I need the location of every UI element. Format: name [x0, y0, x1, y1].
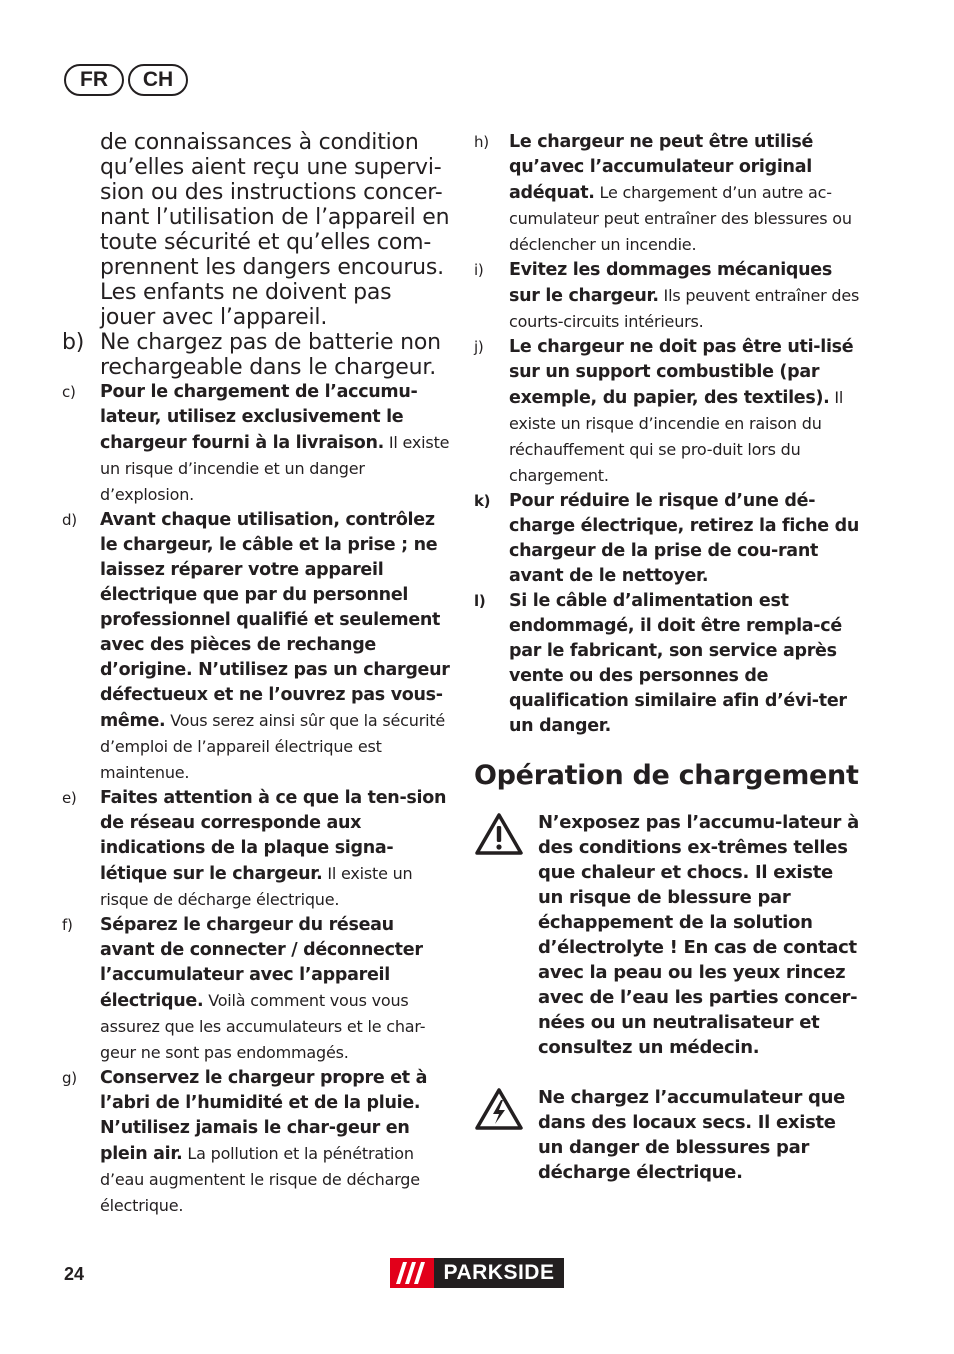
brand-name: PARKSIDE	[434, 1258, 564, 1288]
item-label: d)	[62, 511, 77, 529]
item-bold-text: Evitez les dommages mécaniques sur le chargeur.	[509, 260, 832, 306]
item-normal-text: Il existe un risque d’incendie en raison du réchauffement qui se pro-duit lors du chargement.	[509, 388, 844, 485]
list-item-c	[62, 380, 452, 508]
item-bold-text: Conservez le chargeur propre et à l’abri de l’humidité et de la pluie. N’utilisez jamais le char-geur en plein air.	[100, 1068, 428, 1164]
item-label: h)	[474, 133, 489, 151]
item-normal-text: Il existe un risque de décharge électrique.	[100, 864, 413, 909]
intro-paragraph: de connaissances à condition qu’elles aient reçu une supervi-sion ou des instructions concer-nant l’utilisation de l’appareil en toute sécurité et qu’elles com-prennent les dangers encourus. Les enfants ne doivent pas jouer avec l’appareil.	[100, 130, 450, 330]
parkside-logo	[390, 1258, 564, 1288]
item-bold-text: Le chargeur ne peut être utilisé qu’avec l’accumulateur original adéquat.	[509, 132, 814, 203]
item-bold-text: Séparez le chargeur du réseau avant de connecter / déconnecter l’accumulateur avec l’appareil électrique.	[100, 915, 423, 1011]
item-label: e)	[62, 789, 77, 807]
warning-triangle-icon	[474, 810, 538, 1060]
item-bold-text: Pour le chargement de l’accumu-lateur, utilisez exclusivement le chargeur fourni à la livraison.	[100, 382, 418, 453]
language-badge-fr: FR	[64, 64, 124, 96]
language-badge-ch: CH	[128, 64, 188, 96]
list-item-b	[62, 330, 452, 380]
warning-block-electric	[474, 1085, 862, 1185]
page-number: 24	[64, 1264, 85, 1284]
warning-block-general	[474, 810, 862, 1060]
logo-stripes-icon	[390, 1258, 434, 1288]
item-bold-text: Le chargeur ne doit pas être uti-lisé sur un support combustible (par exemple, du papier, des textiles).	[509, 337, 854, 408]
item-normal-text: Il existe un risque d’incendie et un danger d’explosion.	[100, 433, 450, 504]
item-label: j)	[474, 338, 484, 356]
list-item-l	[474, 589, 862, 739]
item-normal-text: Le chargement d’un autre ac-cumulateur peut entraîner des blessures ou déclencher un incendie.	[509, 183, 852, 254]
item-bold-text: Faites attention à ce que la ten-sion de réseau corresponde aux indications de la plaque signa-létique sur le chargeur.	[100, 788, 447, 884]
item-label: k)	[474, 492, 491, 510]
section-title: Opération de chargement	[474, 760, 859, 791]
list-item-k	[474, 489, 862, 589]
list-item-d	[62, 508, 452, 786]
item-label: l)	[474, 592, 486, 610]
list-item-e	[62, 786, 452, 913]
warning-text: Ne chargez l’accumulateur que dans des locaux secs. Il existe un danger de blessures par décharge électrique.	[538, 1087, 846, 1183]
item-label: f)	[62, 916, 73, 934]
list-item-i	[474, 258, 862, 335]
warning-text: N’exposez pas l’accumu-lateur à des conditions ex-trêmes telles que chaleur et chocs. Il existe un risque de blessure par échappement de la solution d’électrolyte ! En cas de contact avec la peau ou les yeux rincez avec de l’eau les parties concer-nées ou un neutralisateur et consultez un médecin.	[538, 812, 859, 1058]
left-column	[62, 130, 452, 1219]
item-label: c)	[62, 383, 76, 401]
list-item-f	[62, 913, 452, 1066]
item-label: g)	[62, 1069, 77, 1087]
item-bold-text: Pour réduire le risque d’une dé-charge électrique, retirez la fiche du chargeur de la prise de cou-rant avant de le nettoyer.	[509, 491, 859, 586]
list-item-h	[474, 130, 862, 258]
item-bold-text: Si le câble d’alimentation est endommagé, il doit être rempla-cé par le fabricant, son service après vente ou des personnes de qualification similaire afin d’évi-ter un danger.	[509, 591, 847, 736]
electric-hazard-icon	[474, 1085, 538, 1185]
item-label: b)	[62, 330, 85, 355]
right-column	[474, 130, 862, 1210]
list-item-j	[474, 335, 862, 489]
list-item-g	[62, 1066, 452, 1219]
item-bold-text: Avant chaque utilisation, contrôlez le chargeur, le câble et la prise ; ne laissez réparer votre appareil électrique que par du personnel professionnel qualifié et seulement avec des pièces de rechange d’origine. N’utilisez pas un chargeur défectueux et ne l’ouvrez pas vous-même.	[100, 510, 450, 731]
item-normal-text: La pollution et la pénétration d’eau augmentent le risque de décharge électrique.	[100, 1144, 420, 1215]
item-normal-text: Vous serez ainsi sûr que la sécurité d’emploi de l’appareil électrique est maintenue.	[100, 711, 446, 782]
item-normal-text: Voilà comment vous vous assurez que les accumulateurs et le char-geur ne sont pas endommagés.	[100, 991, 426, 1062]
item-text: Ne chargez pas de batterie non rechargeable dans le chargeur.	[100, 330, 441, 380]
item-normal-text: Ils peuvent entraîner des courts-circuits intérieurs.	[509, 286, 860, 331]
item-label: i)	[474, 261, 484, 279]
